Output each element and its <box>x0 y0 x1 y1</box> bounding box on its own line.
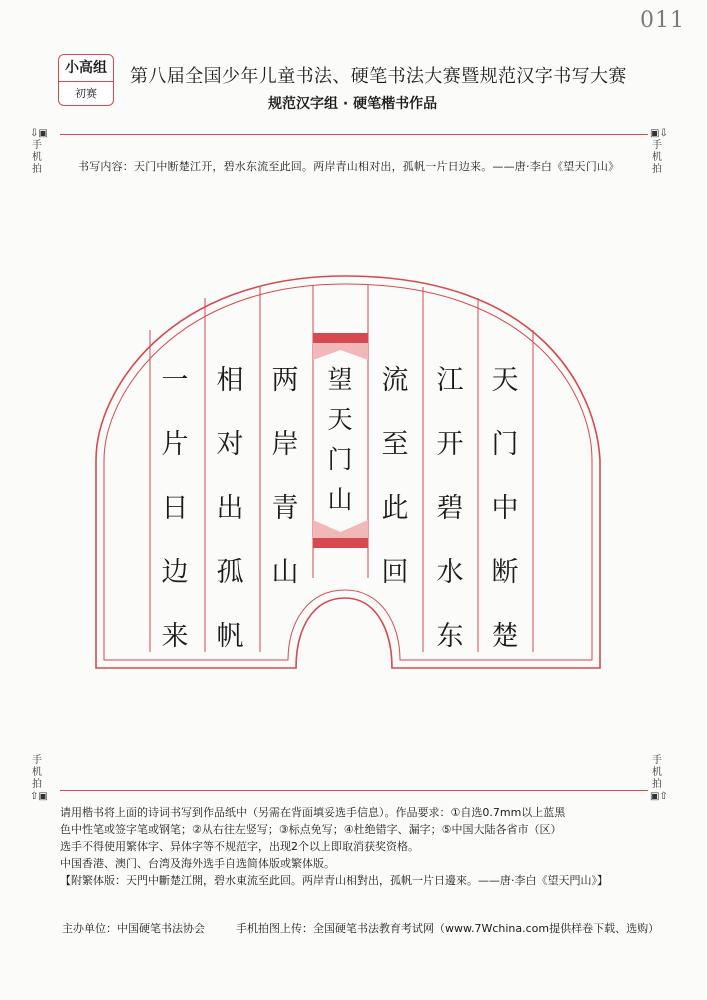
poem-character: 一 <box>161 365 189 396</box>
poem-character: 对 <box>216 429 244 460</box>
group-label: 小高组 <box>59 55 113 82</box>
poem-character: 天 <box>491 365 519 396</box>
poem-character: 东 <box>436 621 464 652</box>
poem-character: 开 <box>436 429 464 460</box>
poem-character: 出 <box>216 493 244 524</box>
title-character: 望 <box>327 365 353 394</box>
title-character: 天 <box>327 405 353 434</box>
poem-character: 青 <box>271 493 299 524</box>
requirement-line: 请用楷书将上面的诗词书写到作品纸中（另需在背面填妥选手信息）。作品要求：①自选0.7mm以上蓝黑 <box>60 806 566 819</box>
poem-character: 日 <box>161 493 189 524</box>
category-subtitle: 规范汉字组 · 硬笔楷书作品 <box>268 96 438 112</box>
poem-character: 相 <box>216 365 244 396</box>
poem-character: 断 <box>491 557 519 588</box>
poem-character: 楚 <box>491 621 519 652</box>
camera-icon: ⇧▣ <box>30 791 48 802</box>
poem-character: 来 <box>161 621 189 652</box>
requirement-line: 中国香港、澳门、台湾及海外选手自选简体版或繁体版。 <box>60 857 335 870</box>
poem-character: 水 <box>436 557 464 588</box>
poem-character: 此 <box>381 493 409 524</box>
page-number: 011 <box>640 8 685 33</box>
photo-note-text: 手机拍 <box>652 140 662 175</box>
camera-icon: ▣⇧ <box>650 791 668 802</box>
camera-icon: ⇩▣ <box>30 128 48 139</box>
poem-character: 江 <box>436 365 464 396</box>
organizer-text: 主办单位：中国硬笔书法协会 <box>62 922 205 935</box>
camera-icon: ▣⇩ <box>650 128 668 139</box>
content-label: 书写内容：天门中断楚江开，碧水东流至此回。两岸青山相对出，孤帆一片日边来。——唐·李白《望天门山》 <box>78 160 620 173</box>
poem-character: 孤 <box>216 557 244 588</box>
title-character: 门 <box>327 445 353 474</box>
poem-character: 回 <box>381 557 409 588</box>
poem-character: 山 <box>271 557 299 588</box>
poem-character: 流 <box>381 365 409 396</box>
traditional-version-note: 【附繁体版：天門中斷楚江開，碧水東流至此回。两岸青山相對出，孤帆一片日邊來。——唐·李白《望天門山》】 <box>60 874 608 887</box>
upload-info-text: 手机拍图上传：全国硬笔书法教育考试网（www.7Wchina.com提供样卷下载、选购） <box>236 922 660 935</box>
photo-note-text: 手机拍 <box>32 140 42 175</box>
round-label: 初赛 <box>75 87 97 100</box>
title-character: 山 <box>327 485 353 514</box>
poem-character: 片 <box>161 429 189 460</box>
contest-title: 第八届全国少年儿童书法、硬笔书法大赛暨规范汉字书写大赛 <box>130 66 627 87</box>
poem-character: 碧 <box>436 493 464 524</box>
requirement-line: 色中性笔或签字笔或钢笔；②从右往左竖写；③标点免写；④杜绝错字、漏字；⑤中国大陆各省市（区） <box>60 823 562 836</box>
poem-character: 中 <box>491 493 519 524</box>
poem-character: 帆 <box>216 621 244 652</box>
poem-character: 至 <box>381 429 409 460</box>
requirement-line: 选手不得使用繁体字、异体字等不规范字，出现2个以上即取消获奖资格。 <box>60 840 419 853</box>
poem-character: 两 <box>271 365 299 396</box>
poem-character: 门 <box>491 429 519 460</box>
poem-character: 岸 <box>271 429 299 460</box>
photo-note-text: 手机拍 <box>652 755 662 790</box>
poem-character: 边 <box>161 557 189 588</box>
photo-note-text: 手机拍 <box>32 755 42 790</box>
